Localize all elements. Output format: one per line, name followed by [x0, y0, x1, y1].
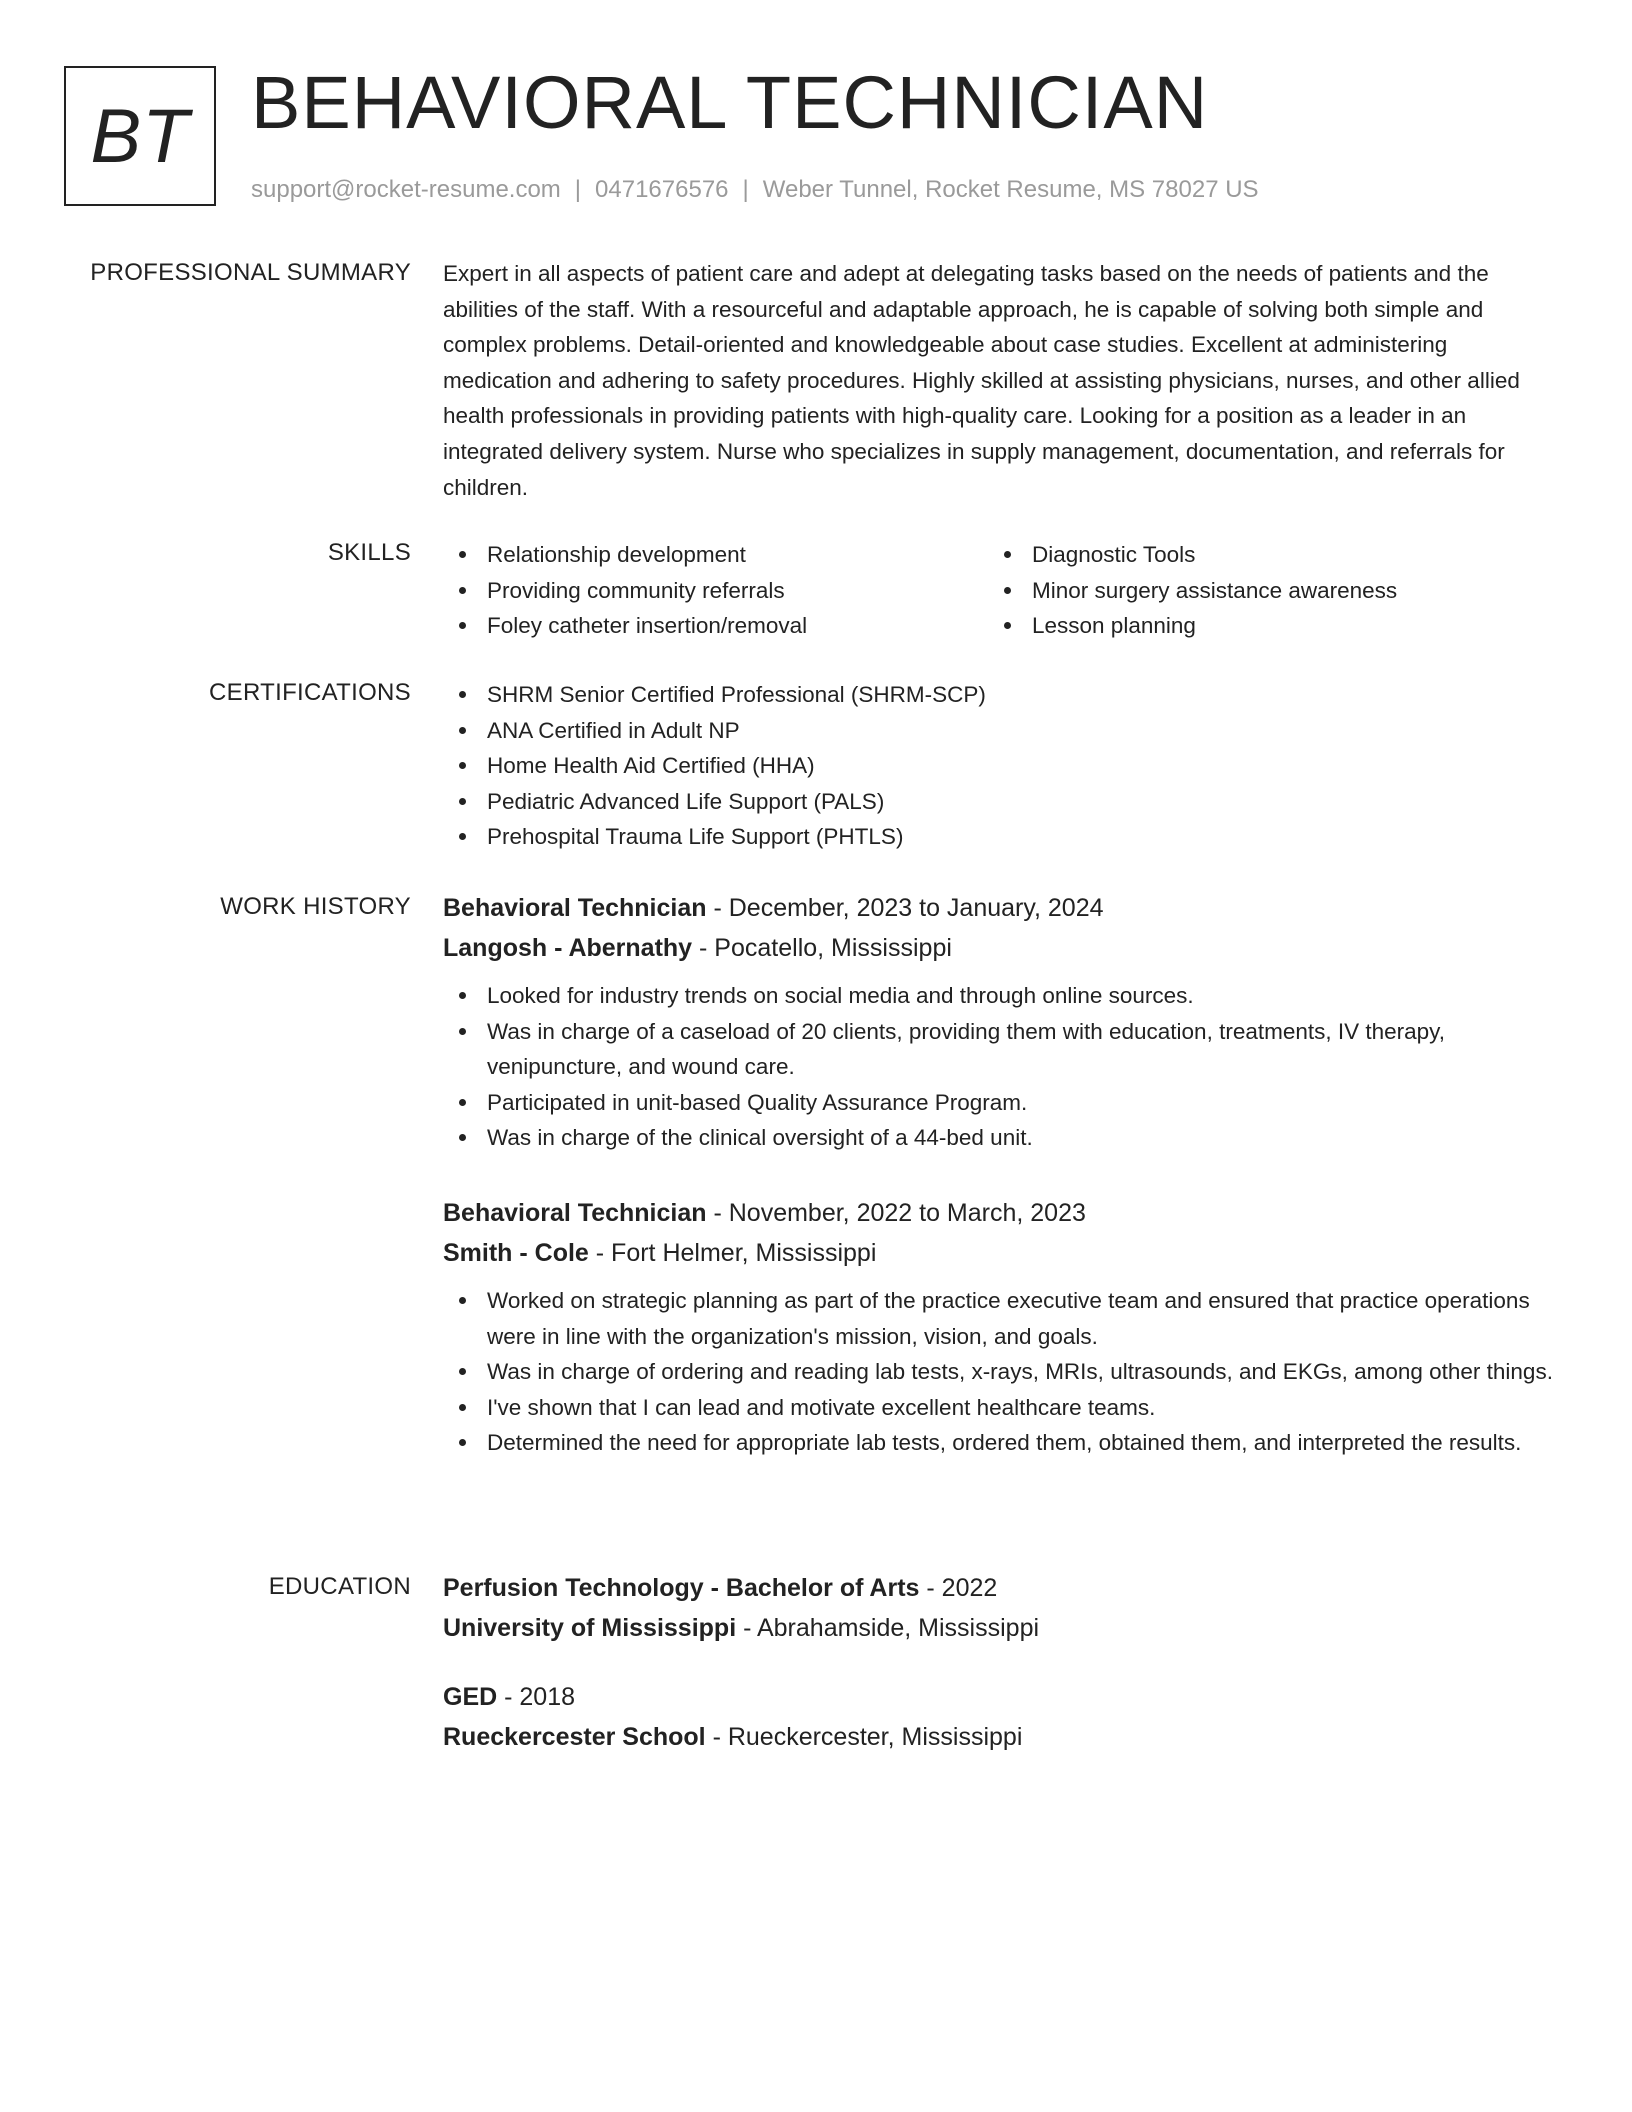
- list-item: ANA Certified in Adult NP: [443, 713, 1558, 749]
- certifications-list: [443, 677, 1558, 855]
- section-heading-summary: PROFESSIONAL SUMMARY: [90, 259, 411, 286]
- list-item: Diagnostic Tools: [988, 537, 1533, 573]
- job-title-line: [443, 888, 1558, 928]
- job-location: - Fort Helmer, Mississippi: [588, 1239, 877, 1267]
- job-dates: - November, 2022 to March, 2023: [706, 1199, 1086, 1227]
- education-degree-line: [443, 1568, 1558, 1608]
- education-entry: [443, 1568, 1558, 1648]
- contact-address: Weber Tunnel, Rocket Resume, MS 78027 US: [762, 176, 1259, 203]
- contact-separator: |: [742, 176, 749, 203]
- education-location: - Abrahamside, Mississippi: [736, 1614, 1040, 1642]
- education-school: Rueckercester School: [443, 1723, 706, 1751]
- education-school: University of Mississippi: [443, 1614, 737, 1642]
- job-bullet-list: [443, 978, 1558, 1156]
- education-school-line: [443, 1608, 1558, 1648]
- skills-list-left: [443, 537, 988, 644]
- job-title: Behavioral Technician: [443, 894, 707, 922]
- contact-line: [251, 174, 1259, 206]
- list-item: Minor surgery assistance awareness: [988, 573, 1533, 609]
- list-item: Home Health Aid Certified (HHA): [443, 748, 1558, 784]
- section-heading-work-history: WORK HISTORY: [220, 893, 411, 920]
- job-company: Langosh - Abernathy: [443, 934, 693, 962]
- resume-title: BEHAVIORAL TECHNICIAN: [251, 61, 1209, 144]
- list-item: Foley catheter insertion/removal: [443, 608, 988, 644]
- list-item: Prehospital Trauma Life Support (PHTLS): [443, 819, 1558, 855]
- contact-email[interactable]: support@rocket-resume.com: [251, 176, 561, 203]
- monogram-box: [64, 66, 216, 206]
- job-company-line: [443, 1233, 1558, 1273]
- job-company: Smith - Cole: [443, 1239, 589, 1267]
- job-entry: [443, 1193, 1558, 1461]
- list-item: Relationship development: [443, 537, 988, 573]
- list-item: Looked for industry trends on social media and through online sources.: [443, 978, 1558, 1014]
- list-item: Was in charge of a caseload of 20 clients, providing them with education, treatments, IV therapy, venipuncture, and wound care.: [443, 1014, 1558, 1085]
- education-degree: GED: [443, 1683, 498, 1711]
- education-degree: Perfusion Technology - Bachelor of Arts: [443, 1574, 920, 1602]
- job-location: - Pocatello, Mississippi: [692, 934, 952, 962]
- section-heading-certifications: CERTIFICATIONS: [209, 679, 411, 706]
- list-item: Worked on strategic planning as part of the practice executive team and ensured that practice operations were in line with the organization's mission, vision, and goals.: [443, 1283, 1558, 1354]
- job-bullet-list: [443, 1283, 1558, 1461]
- section-heading-education: EDUCATION: [268, 1573, 411, 1600]
- summary-body: [443, 256, 1558, 505]
- summary-text: Expert in all aspects of patient care and adept at delegating tasks based on the needs of patients and the abilities of the staff. With a resourceful and adaptable approach, he is capable of solving both simple and complex problems. Detail-oriented and knowledgeable about case studies. Excellent at administering medication and adhering to safety procedures. Highly skilled at assisting physicians, nurses, and other allied health professionals in providing patients with high-quality care. Looking for a position as a leader in an integrated delivery system. Nurse who specializes in supply management, documentation, and referrals for children.: [443, 261, 1520, 500]
- list-item: Providing community referrals: [443, 573, 988, 609]
- education-year: - 2018: [497, 1683, 576, 1711]
- education-year: - 2022: [919, 1574, 998, 1602]
- list-item: I've shown that I can lead and motivate excellent healthcare teams.: [443, 1390, 1558, 1426]
- list-item: Lesson planning: [988, 608, 1533, 644]
- contact-separator: |: [574, 176, 582, 203]
- skills-grid: [443, 537, 1558, 644]
- certifications-body: [443, 677, 1558, 855]
- job-title: Behavioral Technician: [443, 1199, 707, 1227]
- list-item: Participated in unit-based Quality Assurance Program.: [443, 1085, 1558, 1121]
- job-entry: [443, 888, 1558, 1156]
- job-title-line: [443, 1193, 1558, 1233]
- education-entry: [443, 1677, 1558, 1757]
- education-degree-line: [443, 1677, 1558, 1717]
- skills-body: [443, 537, 1558, 644]
- education-school-line: [443, 1717, 1558, 1757]
- list-item: Pediatric Advanced Life Support (PALS): [443, 784, 1558, 820]
- contact-phone[interactable]: 0471676576: [595, 176, 729, 203]
- job-dates: - December, 2023 to January, 2024: [706, 894, 1104, 922]
- list-item: Determined the need for appropriate lab tests, ordered them, obtained them, and interpreted the results.: [443, 1425, 1558, 1461]
- list-item: Was in charge of ordering and reading lab tests, x-rays, MRIs, ultrasounds, and EKGs, among other things.: [443, 1354, 1558, 1390]
- list-item: SHRM Senior Certified Professional (SHRM-SCP): [443, 677, 1558, 713]
- monogram-initials: BT: [90, 93, 190, 179]
- section-heading-skills: SKILLS: [327, 539, 411, 566]
- list-item: Was in charge of the clinical oversight of a 44-bed unit.: [443, 1120, 1558, 1156]
- education-location: - Rueckercester, Mississippi: [705, 1723, 1023, 1751]
- job-company-line: [443, 928, 1558, 968]
- skills-list-right: [988, 537, 1533, 644]
